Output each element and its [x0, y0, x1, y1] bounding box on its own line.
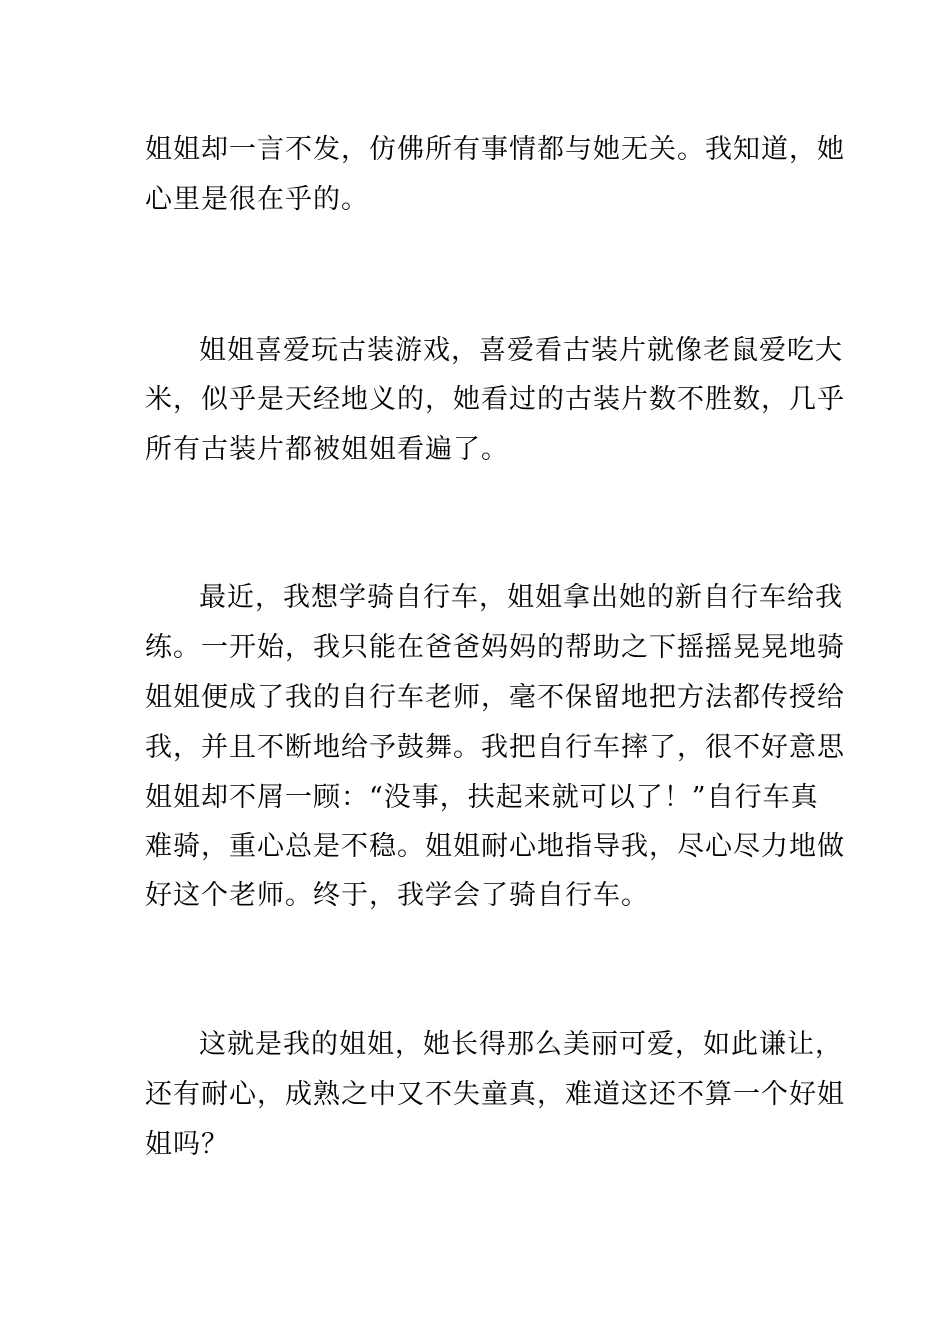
- text-line: 练。一开始，我只能在爸爸妈妈的帮助之下摇摇晃晃地骑: [145, 632, 845, 663]
- text-line: 姐姐便成了我的自行车老师，毫不保留地把方法都传授给: [145, 682, 845, 713]
- text-line: 姐姐却不屑一顾：“没事，扶起来就可以了！”自行车真: [145, 782, 819, 813]
- text-line: 最近，我想学骑自行车，姐姐拿出她的新自行车给我: [199, 582, 843, 613]
- text-line: 心里是很在乎的。: [145, 184, 369, 215]
- text-line: 难骑，重心总是不稳。姐姐耐心地指导我，尽心尽力地做: [145, 831, 845, 862]
- text-line: 我，并且不断地给予鼓舞。我把自行车摔了，很不好意思: [145, 732, 845, 763]
- text-line: 好这个老师。终于，我学会了骑自行车。: [145, 880, 649, 911]
- text-line: 姐吗？: [145, 1129, 229, 1160]
- text-line: 这就是我的姐姐，她长得那么美丽可爱，如此谦让，: [199, 1029, 843, 1060]
- text-line: 姐姐喜爱玩古装游戏，喜爱看古装片就像老鼠爱吃大: [199, 335, 843, 366]
- text-line: 所有古装片都被姐姐看遍了。: [145, 434, 509, 465]
- text-line: 姐姐却一言不发，仿佛所有事情都与她无关。我知道，她: [145, 134, 845, 165]
- text-line: 米，似乎是天经地义的，她看过的古装片数不胜数，几乎: [145, 384, 845, 415]
- text-line: 还有耐心，成熟之中又不失童真，难道这还不算一个好姐: [145, 1079, 845, 1110]
